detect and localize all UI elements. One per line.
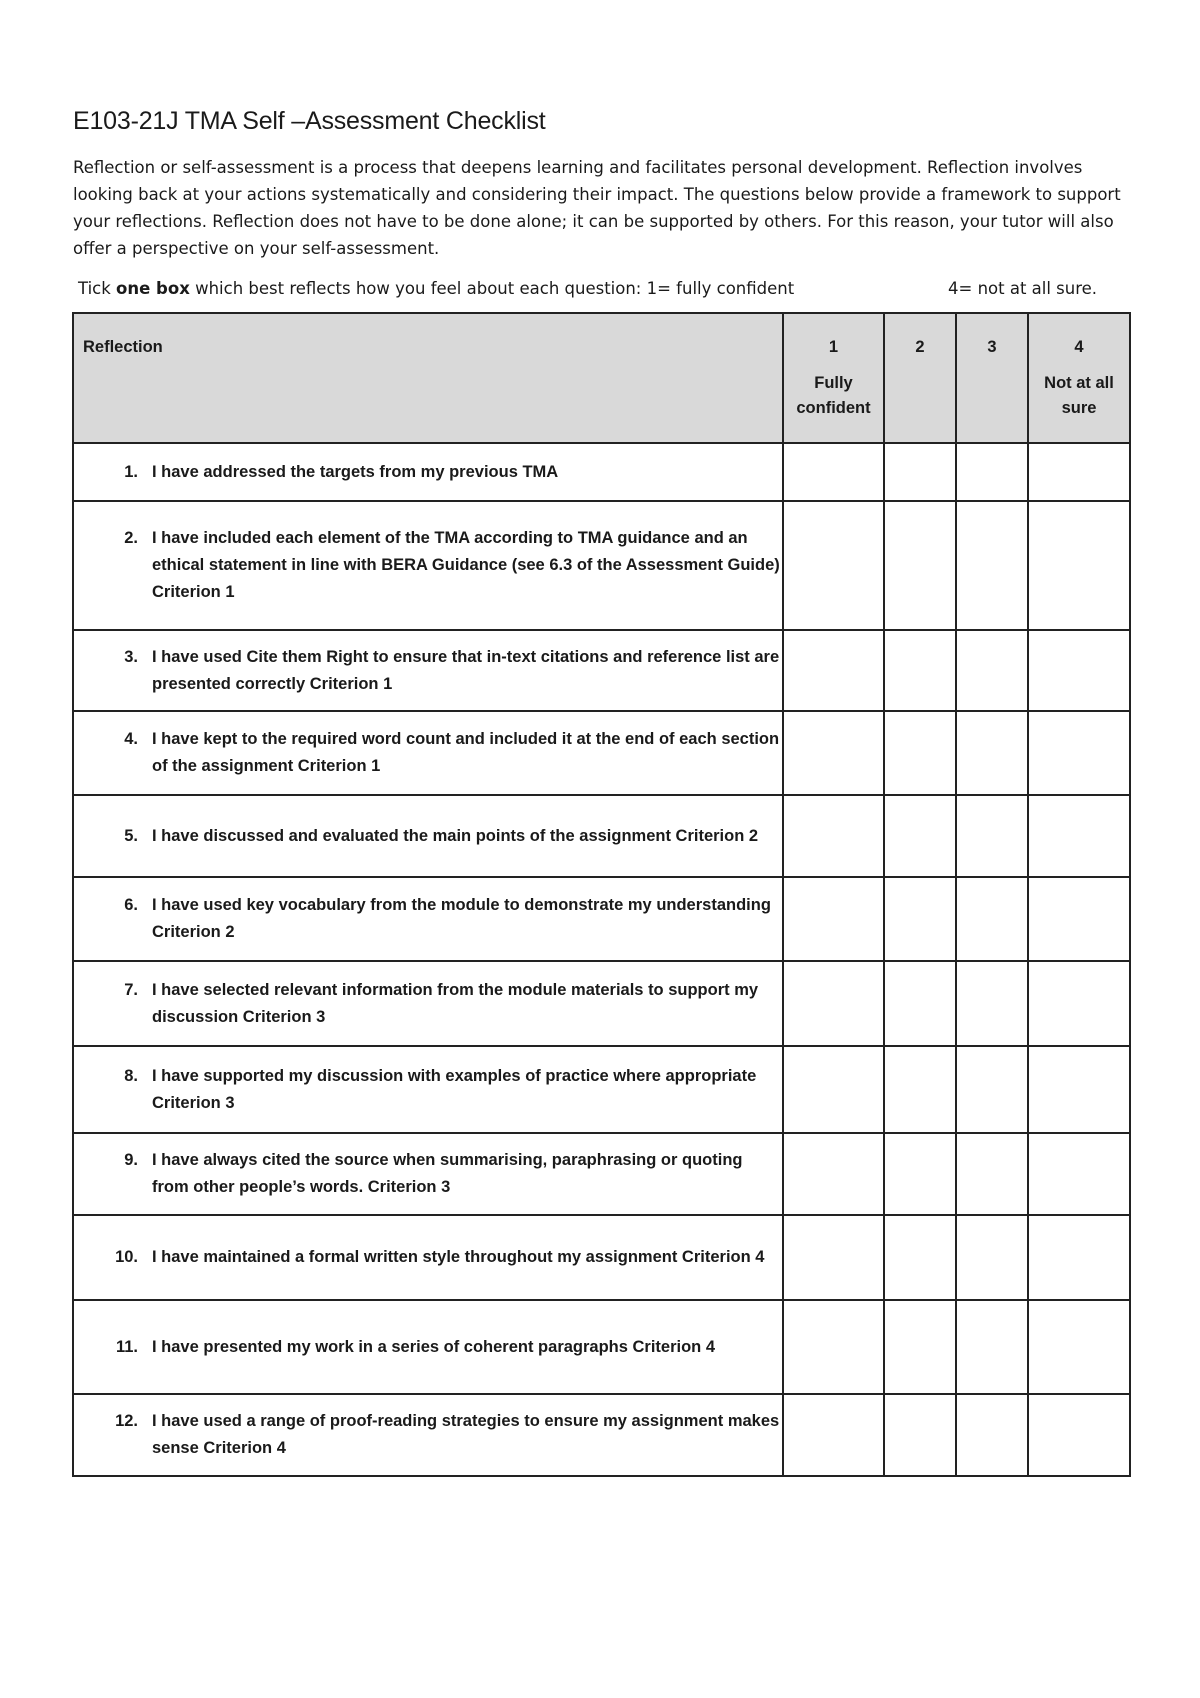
question-cell [73, 961, 783, 1046]
question-item [74, 1334, 782, 1361]
tick-box-1[interactable] [783, 630, 884, 711]
tick-box-3[interactable] [956, 630, 1028, 711]
table-row [73, 961, 1130, 1046]
question-cell [73, 1215, 783, 1300]
tick-box-4[interactable] [1028, 1215, 1130, 1300]
table-row [73, 1394, 1130, 1476]
tick-box-3[interactable] [956, 877, 1028, 961]
tick-box-4[interactable] [1028, 1394, 1130, 1476]
header-col-1-number: 1 [828, 338, 839, 356]
tick-box-1[interactable] [783, 501, 884, 630]
question-item [74, 1244, 782, 1271]
tick-box-1[interactable] [783, 961, 884, 1046]
tick-box-4[interactable] [1028, 711, 1130, 795]
tick-box-4[interactable] [1028, 1133, 1130, 1215]
tick-box-1[interactable] [783, 1300, 884, 1394]
question-item [74, 892, 782, 946]
question-cell [73, 443, 783, 501]
tick-box-3[interactable] [956, 1215, 1028, 1300]
tick-box-2[interactable] [884, 961, 956, 1046]
tick-instruction-middle: which best reflects how you feel about each question: 1= fully confident [189, 279, 795, 298]
question-cell [73, 1300, 783, 1394]
question-item [74, 726, 782, 780]
table-row [73, 795, 1130, 877]
question-item [74, 644, 782, 698]
question-cell [73, 501, 783, 630]
tick-box-2[interactable] [884, 443, 956, 501]
tick-box-2[interactable] [884, 1300, 956, 1394]
tick-box-1[interactable] [783, 711, 884, 795]
question-text: I have supported my discussion with examples of practice where appropriate Criterion 3 [152, 1066, 757, 1112]
question-item [74, 977, 782, 1031]
header-col-1-label: Fully confident [796, 374, 871, 417]
checklist-table [72, 312, 1131, 1477]
tick-box-3[interactable] [956, 795, 1028, 877]
tick-box-2[interactable] [884, 501, 956, 630]
tick-box-1[interactable] [783, 877, 884, 961]
table-row [73, 877, 1130, 961]
tick-box-2[interactable] [884, 630, 956, 711]
tick-box-3[interactable] [956, 711, 1028, 795]
tick-box-4[interactable] [1028, 795, 1130, 877]
question-item [74, 1063, 782, 1117]
question-item [74, 823, 782, 850]
question-number: 12. [115, 1412, 138, 1430]
tick-box-1[interactable] [783, 1046, 884, 1133]
question-number: 10. [115, 1248, 138, 1266]
tick-box-3[interactable] [956, 1394, 1028, 1476]
tick-box-1[interactable] [783, 795, 884, 877]
question-cell [73, 877, 783, 961]
tick-instruction [78, 278, 1118, 300]
tick-box-3[interactable] [956, 501, 1028, 630]
header-col-1 [783, 313, 884, 443]
question-text: I have addressed the targets from my previous TMA [152, 462, 559, 481]
table-row [73, 711, 1130, 795]
question-cell [73, 711, 783, 795]
tick-box-4[interactable] [1028, 877, 1130, 961]
question-cell [73, 795, 783, 877]
header-col-4-label: Not at all sure [1044, 374, 1114, 417]
tick-box-3[interactable] [956, 1133, 1028, 1215]
intro-paragraph: Reflection or self-assessment is a process that deepens learning and facilitates personal development. Reflection involves looking back at your actions systematically and considering their impact. The questions below provide a framework to support your reflections. Reflection does not have to be done alone; it can be supported by others. For this reason, your tutor will also offer a perspective on your self-assessment. [73, 158, 1121, 258]
question-cell [73, 630, 783, 711]
question-cell [73, 1394, 783, 1476]
tick-box-3[interactable] [956, 1300, 1028, 1394]
page-title: E103-21J TMA Self –Assessment Checklist [73, 107, 546, 135]
question-item [74, 1147, 782, 1201]
tick-box-3[interactable] [956, 443, 1028, 501]
question-item [74, 525, 782, 606]
tick-box-4[interactable] [1028, 501, 1130, 630]
table-row [73, 1215, 1130, 1300]
question-cell [73, 1046, 783, 1133]
table-header-row [73, 313, 1130, 443]
tick-box-1[interactable] [783, 1215, 884, 1300]
table-row [73, 630, 1130, 711]
question-number: 9. [124, 1151, 138, 1169]
tick-box-1[interactable] [783, 1394, 884, 1476]
table-row [73, 1300, 1130, 1394]
question-text: I have included each element of the TMA according to TMA guidance and an ethical statement in line with BERA Guidance (see 6.3 of the Assessment Guide) Criterion 1 [152, 529, 780, 601]
question-cell [73, 1133, 783, 1215]
tick-box-2[interactable] [884, 1046, 956, 1133]
question-number: 1. [124, 462, 138, 481]
tick-box-2[interactable] [884, 1215, 956, 1300]
tick-box-4[interactable] [1028, 1046, 1130, 1133]
question-number: 2. [124, 529, 138, 547]
table-row [73, 1046, 1130, 1133]
question-number: 7. [124, 980, 138, 999]
table-row [73, 1133, 1130, 1215]
header-col-2: 2 [884, 313, 956, 443]
question-text: I have selected relevant information from the module materials to support my discussion Criterion 3 [152, 980, 759, 1026]
question-text: I have presented my work in a series of coherent paragraphs Criterion 4 [152, 1337, 716, 1356]
question-number: 3. [124, 647, 138, 666]
tick-box-2[interactable] [884, 877, 956, 961]
question-text: I have used key vocabulary from the module to demonstrate my understanding Criterion 2 [152, 896, 771, 941]
tick-box-2[interactable] [884, 1394, 956, 1476]
tick-box-4[interactable] [1028, 1300, 1130, 1394]
tick-instruction-prefix: Tick [78, 279, 117, 298]
tick-box-1[interactable] [783, 443, 884, 501]
tick-box-4[interactable] [1028, 630, 1130, 711]
header-col-4-number: 4 [1074, 338, 1084, 356]
question-text: I have kept to the required word count and included it at the end of each section of the assignment Criterion 1 [152, 730, 780, 775]
tick-box-3[interactable] [956, 1046, 1028, 1133]
question-text: I have always cited the source when summarising, paraphrasing or quoting from other people’s words. Criterion 3 [152, 1151, 743, 1196]
tick-box-3[interactable] [956, 961, 1028, 1046]
tick-instruction-scale-end: 4= not at all sure. [948, 279, 1098, 298]
tick-box-4[interactable] [1028, 961, 1130, 1046]
tick-box-2[interactable] [884, 1133, 956, 1215]
tick-box-1[interactable] [783, 1133, 884, 1215]
question-number: 11. [115, 1337, 138, 1356]
question-item [74, 1408, 782, 1462]
question-text: I have discussed and evaluated the main points of the assignment Criterion 2 [152, 826, 759, 845]
question-number: 6. [124, 896, 138, 914]
tick-box-2[interactable] [884, 711, 956, 795]
tick-instruction-emphasis: one box [116, 279, 190, 298]
question-text: I have maintained a formal written style throughout my assignment Criterion 4 [152, 1248, 765, 1266]
question-item [74, 459, 782, 486]
question-number: 4. [124, 730, 138, 748]
tick-box-4[interactable] [1028, 443, 1130, 501]
question-number: 5. [124, 826, 138, 845]
question-text: I have used a range of proof-reading strategies to ensure my assignment makes sense Criterion 4 [152, 1412, 780, 1457]
tick-box-2[interactable] [884, 795, 956, 877]
question-number: 8. [124, 1066, 138, 1085]
header-col-3: 3 [956, 313, 1028, 443]
table-row [73, 501, 1130, 630]
header-reflection: Reflection [73, 313, 783, 443]
question-text: I have used Cite them Right to ensure that in-text citations and reference list are presented correctly Criterion 1 [152, 647, 780, 693]
header-col-4 [1028, 313, 1130, 443]
table-row [73, 443, 1130, 501]
